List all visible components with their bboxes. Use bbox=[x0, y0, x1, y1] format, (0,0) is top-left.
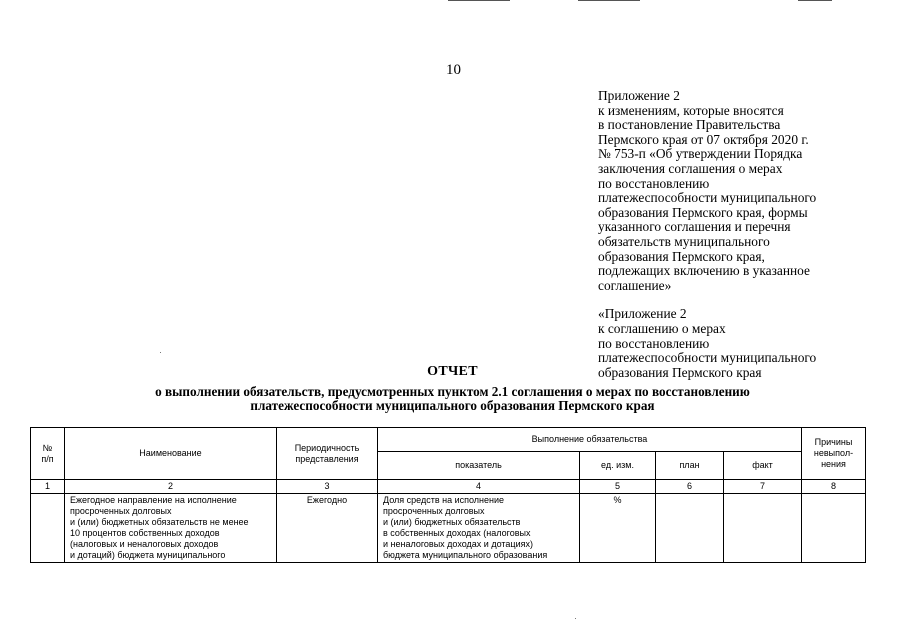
header-unit: ед. изм. bbox=[580, 452, 656, 480]
row-plan bbox=[656, 494, 724, 563]
appendix-sub-line: «Приложение 2 bbox=[598, 306, 687, 322]
col-number: 2 bbox=[65, 480, 277, 494]
appendix-line: соглашение» bbox=[598, 277, 672, 293]
header-indicator: показатель bbox=[378, 452, 580, 480]
col-number: 8 bbox=[802, 480, 866, 494]
appendix-sub-line: платежеспособности муниципального bbox=[598, 350, 817, 366]
appendix-line: указанного соглашения и перечня bbox=[598, 219, 791, 235]
appendix-line: обязательств муниципального bbox=[598, 233, 770, 249]
appendix-line: образования Пермского края, bbox=[598, 248, 765, 264]
top-rule-left bbox=[448, 0, 510, 1]
appendix-header bbox=[598, 89, 898, 380]
col-number: 5 bbox=[580, 480, 656, 494]
row-name-line: 10 процентов собственных доходов bbox=[70, 528, 220, 538]
header-num-line: п/п bbox=[41, 453, 54, 464]
report-subtitle-line: о выполнении обязательств, предусмотренных пунктом 2.1 соглашения о мерах по восстановлению bbox=[155, 384, 750, 399]
row-indicator bbox=[378, 494, 580, 563]
appendix-line: по восстановлению bbox=[598, 175, 710, 191]
report-subtitle bbox=[0, 385, 905, 413]
header-period-line: Периодичность bbox=[294, 442, 360, 453]
row-indicator-line: и (или) бюджетных обязательств bbox=[383, 517, 521, 527]
column-number-row bbox=[31, 480, 866, 494]
col-number: 7 bbox=[724, 480, 802, 494]
appendix-line: Пермского края от 07 октября 2020 г. bbox=[598, 131, 809, 147]
top-rule-middle bbox=[578, 0, 640, 1]
row-reasons bbox=[802, 494, 866, 563]
appendix-line: образования Пермского края, формы bbox=[598, 204, 808, 220]
row-indicator-line: бюджета муниципального образования bbox=[383, 550, 548, 560]
col-number: 6 bbox=[656, 480, 724, 494]
top-rule-right bbox=[798, 0, 832, 1]
scan-speck bbox=[160, 352, 161, 353]
page-number: 10 bbox=[446, 62, 461, 78]
col-number: 3 bbox=[277, 480, 378, 494]
row-name bbox=[65, 494, 277, 563]
row-name-line: Ежегодное направление на исполнение bbox=[70, 495, 237, 505]
table-row bbox=[31, 494, 866, 563]
appendix-line: в постановление Правительства bbox=[598, 117, 781, 133]
header-period-line: представления bbox=[295, 453, 359, 464]
row-fact bbox=[724, 494, 802, 563]
row-indicator-line: просроченных долговых bbox=[383, 506, 485, 516]
appendix-line: Приложение 2 bbox=[598, 88, 680, 103]
row-unit: % bbox=[580, 494, 656, 563]
header-reasons-line: невыпол- bbox=[813, 448, 854, 458]
header-row bbox=[31, 428, 866, 452]
report-subtitle-line: платежеспособности муниципального образования Пермского края bbox=[250, 398, 655, 413]
header-name: Наименование bbox=[65, 428, 277, 480]
row-indicator-line: и неналоговых доходах и дотациях) bbox=[383, 539, 533, 549]
appendix-line: к изменениям, которые вносятся bbox=[598, 102, 784, 118]
report-title: ОТЧЕТ bbox=[427, 364, 478, 379]
scan-speck bbox=[575, 618, 576, 619]
appendix-sub-line: образования Пермского края bbox=[598, 364, 762, 380]
appendix-line: № 753-п «Об утверждении Порядка bbox=[598, 146, 803, 162]
header-period bbox=[277, 428, 378, 480]
appendix-line: платежеспособности муниципального bbox=[598, 190, 817, 206]
row-name-line: и дотаций) бюджета муниципального bbox=[70, 550, 226, 560]
appendix-gap bbox=[598, 293, 898, 307]
header-execution: Выполнение обязательства bbox=[378, 428, 802, 452]
col-number: 1 bbox=[31, 480, 65, 494]
header-plan: план bbox=[656, 452, 724, 480]
row-name-line: (налоговых и неналоговых доходов bbox=[70, 539, 219, 549]
row-indicator-line: в собственных доходах (налоговых bbox=[383, 528, 531, 538]
appendix-sub-line: по восстановлению bbox=[598, 335, 710, 351]
report-table bbox=[30, 427, 866, 563]
header-fact: факт bbox=[724, 452, 802, 480]
row-name-line: просроченных долговых bbox=[70, 506, 172, 516]
row-num bbox=[31, 494, 65, 563]
appendix-line: подлежащих включению в указанное bbox=[598, 263, 810, 279]
header-reasons-line: Причины bbox=[814, 437, 853, 447]
row-indicator-line: Доля средств на исполнение bbox=[383, 495, 505, 505]
header-num bbox=[31, 428, 65, 480]
appendix-sub-line: к соглашению о мерах bbox=[598, 320, 726, 336]
header-num-line: № bbox=[42, 442, 53, 453]
header-reasons bbox=[802, 428, 866, 480]
col-number: 4 bbox=[378, 480, 580, 494]
header-reasons-line: нения bbox=[821, 459, 846, 469]
appendix-line: заключения соглашения о мерах bbox=[598, 160, 783, 176]
row-name-line: и (или) бюджетных обязательств не менее bbox=[70, 517, 249, 527]
row-period: Ежегодно bbox=[277, 494, 378, 563]
